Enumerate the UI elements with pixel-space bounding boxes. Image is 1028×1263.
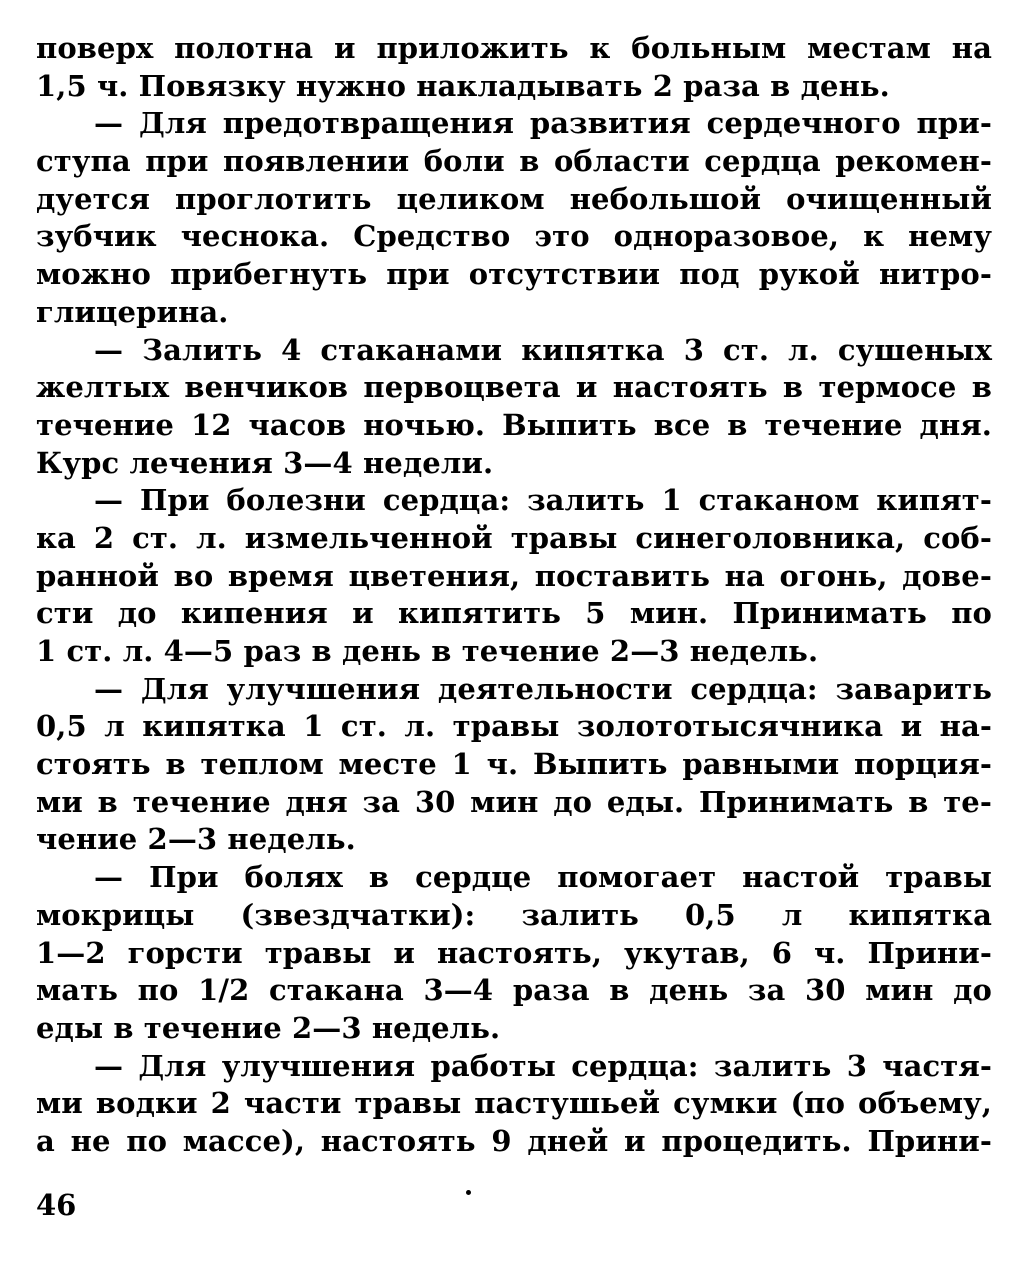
text-line: 1 ст. л. 4—5 раз в день в течение 2—3 недель.: [36, 634, 819, 668]
text-line: чение 2—3 недель.: [36, 822, 356, 857]
text-line: течение 12 часов ночью. Выпить все в течение дня.: [36, 407, 992, 442]
text-line: — Для предотвращения развития сердечного при-: [94, 106, 992, 141]
text-line: ми водки 2 части травы пастушьей сумки (по объему,: [36, 1086, 992, 1121]
text-line: поверх полотна и приложить к больным местам на: [36, 31, 992, 65]
text-line: еды в течение 2—3 недель.: [36, 1010, 501, 1045]
text-line: сти до кипения и кипятить 5 мин. Принимать по: [36, 596, 992, 631]
body-text: [36, 30, 992, 1161]
print-speck: [466, 1190, 471, 1195]
text-line: Курс лечения 3—4 недели.: [36, 445, 494, 480]
text-line: — Для улучшения деятельности сердца: заварить: [94, 671, 992, 706]
text-line: ступа при появлении боли в области сердца рекомен-: [36, 144, 992, 179]
page-number: 46: [36, 1188, 77, 1222]
text-line: — Залить 4 стаканами кипятка 3 ст. л. сушеных: [94, 332, 992, 367]
text-line: стоять в теплом месте 1 ч. Выпить равными порция-: [36, 747, 992, 782]
text-line: дуется проглотить целиком небольшой очищенный: [36, 181, 992, 216]
text-line: желтых венчиков первоцвета и настоять в термосе в: [36, 370, 992, 405]
text-line: 1—2 горсти травы и настоять, укутав, 6 ч. Прини-: [36, 935, 992, 970]
text-line: а не по массе), настоять 9 дней и процедить. Прини-: [36, 1123, 992, 1158]
text-line: — Для улучшения работы сердца: залить 3 частя-: [94, 1048, 992, 1083]
text-line: глицерина.: [36, 294, 229, 329]
text-line: мокрицы (звездчатки): залить 0,5 л кипятка: [36, 897, 992, 932]
text-line: 1,5 ч. Повязку нужно накладывать 2 раза в день.: [36, 68, 890, 103]
text-line: можно прибегнуть при отсутствии под рукой нитро-: [36, 257, 992, 292]
text-line: зубчик чеснока. Средство это одноразовое, к нему: [36, 219, 992, 254]
text-line: ми в течение дня за 30 мин до еды. Принимать в те-: [36, 784, 992, 819]
text-line: — При болях в сердце помогает настой травы: [94, 860, 992, 895]
text-line: ка 2 ст. л. измельченной травы синеголовника, соб-: [36, 520, 992, 555]
text-line: 0,5 л кипятка 1 ст. л. травы золототысячника и на-: [36, 709, 992, 744]
text-line: мать по 1/2 стакана 3—4 раза в день за 30 мин до: [36, 973, 992, 1008]
text-line: ранной во время цветения, поставить на огонь, дове-: [36, 558, 992, 593]
text-line: — При болезни сердца: залить 1 стаканом кипят-: [94, 483, 992, 518]
